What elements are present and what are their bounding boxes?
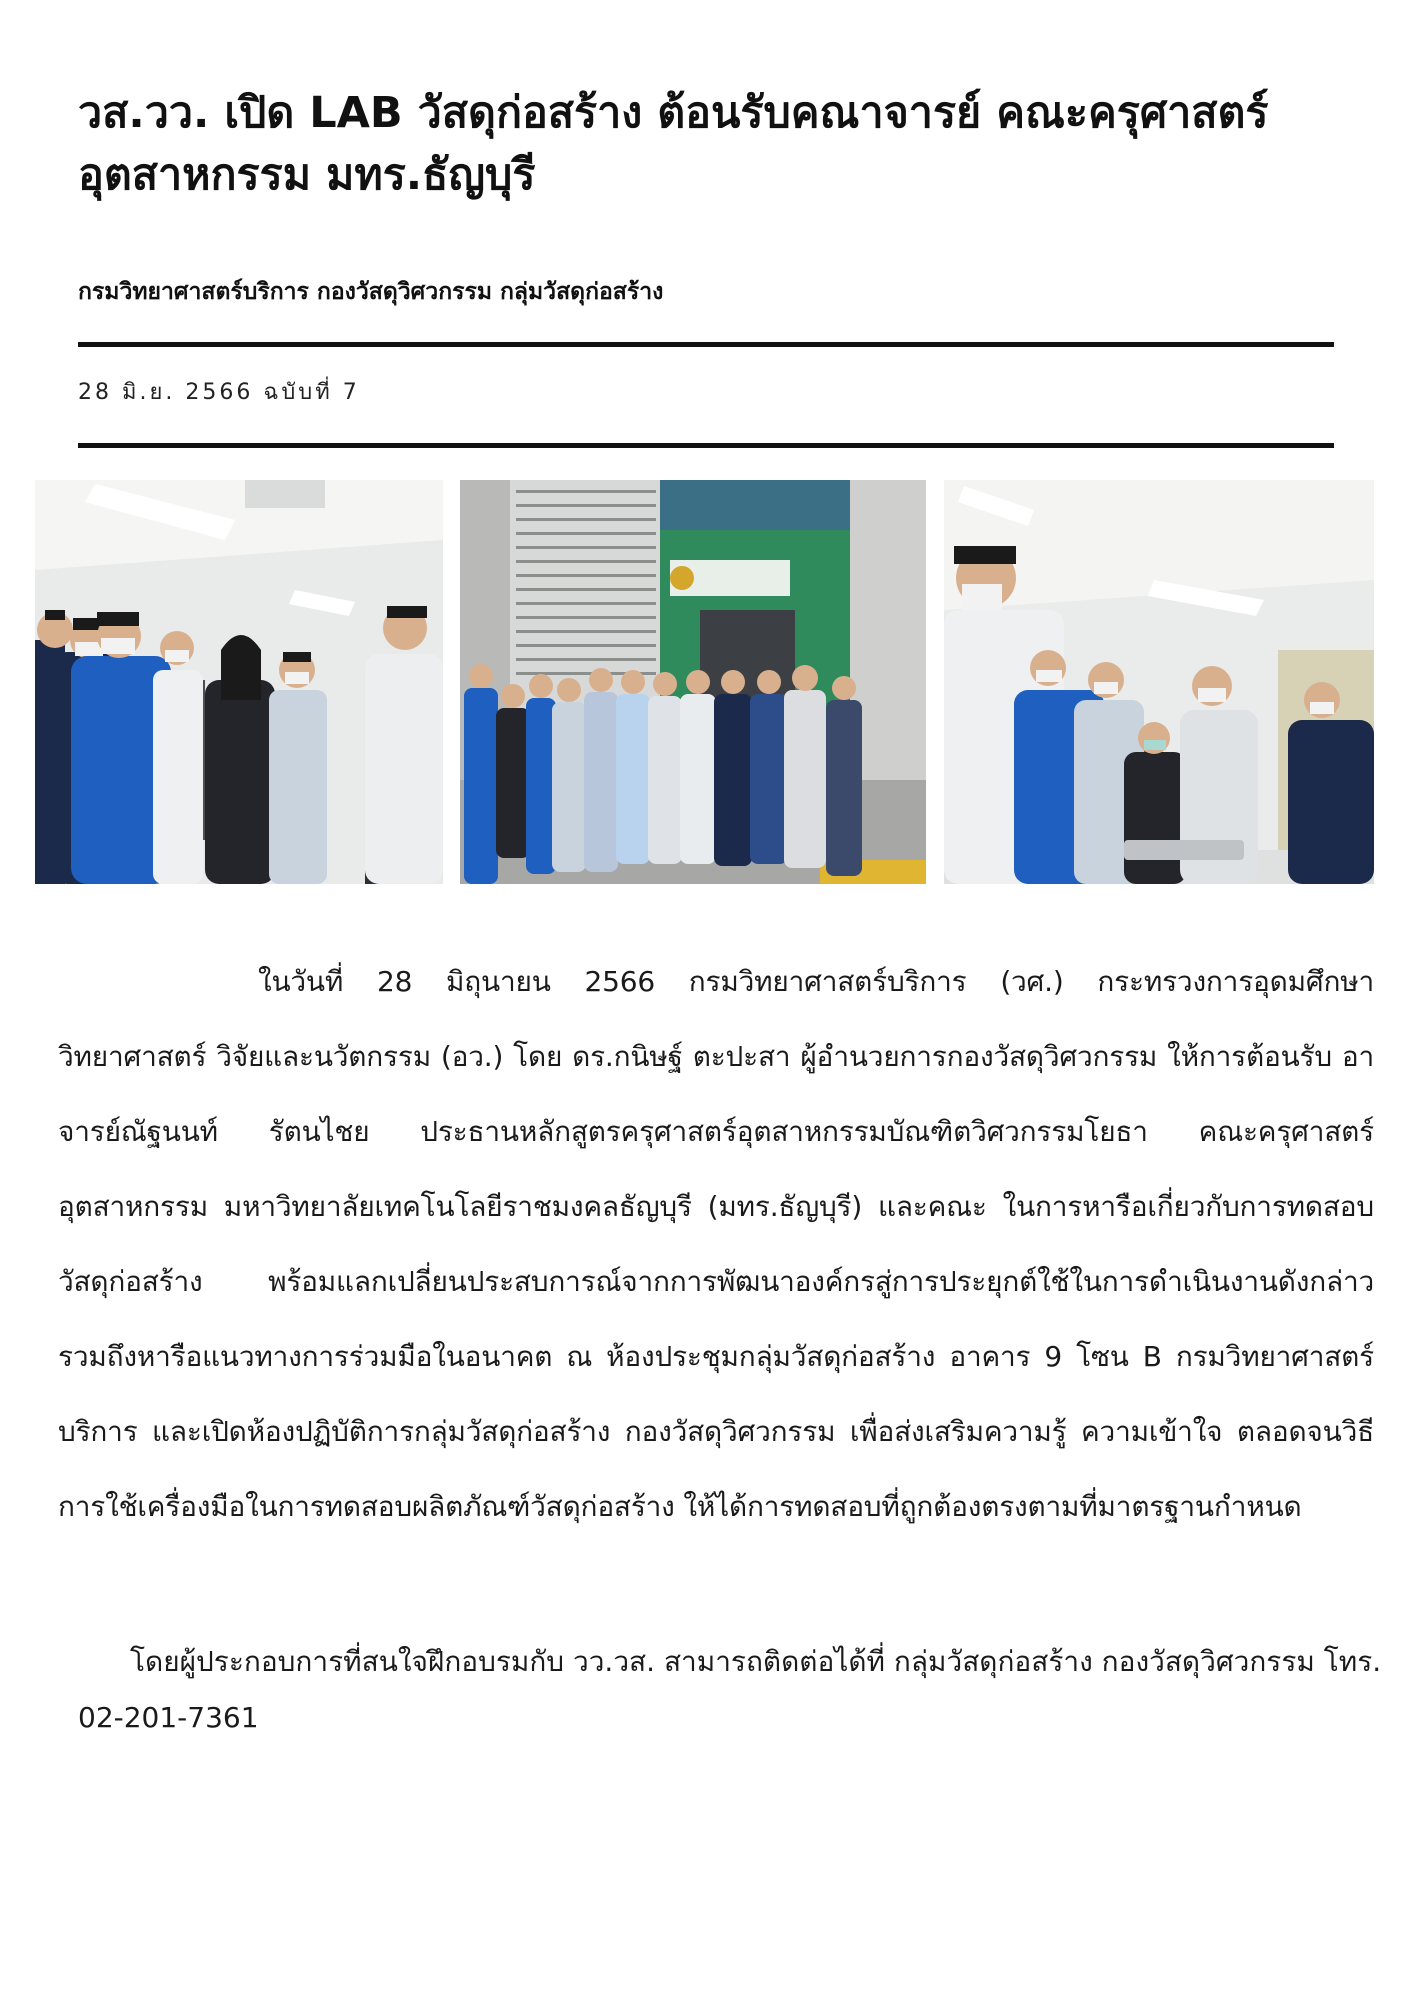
photo-building-group [460,480,926,884]
photo-building-group-illustration [460,480,926,884]
date-issue: 28 มิ.ย. 2566 ฉบับที่ 7 [78,380,360,405]
photo-lab-demo-illustration [944,480,1374,884]
article-title [78,82,1358,206]
photo-lab-demo [944,480,1374,884]
photo-lab-group [35,480,443,884]
top-divider [78,342,1334,347]
title-line-1: วส.วว. เปิด LAB วัสดุก่อสร้าง ต้อนรับคณาจารย์ คณะครุศาสตร์ [78,88,1269,138]
title-line-2: อุตสาหกรรม มทร.ธัญบุรี [78,150,536,200]
photo-lab-group-illustration [35,480,443,884]
article-body: ในวันที่ 28 มิถุนายน 2566 กรมวิทยาศาสตร์บริการ (วศ.) กระทรวงการอุดมศึกษา วิทยาศาสตร์ วิจัยและนวัตกรรม (อว.) โดย ดร.กนิษฐ์ ตะปะสา ผู้อำนวยการกองวัสดุวิศวกรรม ให้การต้อนรับ อาจารย์ณัฐนนท์ รัตนไชย ประธานหลักสูตรครุศาสตร์อุตสาหกรรมบัณฑิตวิศวกรรมโยธา คณะครุศาสตร์อุตสาหกรรม มหาวิทยาลัยเทคโนโลยีราชมงคลธัญบุรี (มทร.ธัญบุรี) และคณะ ในการหารือเกี่ยวกับการทดสอบวัสดุก่อสร้าง พร้อมแลกเปลี่ยนประสบการณ์จากการพัฒนาองค์กรสู่การประยุกต์ใช้ในการดำเนินงานดังกล่าว รวมถึงหารือแนวทางการร่วมมือในอนาคต ณ ห้องประชุมกลุ่มวัสดุก่อสร้าง อาคาร 9 โซน B กรมวิทยาศาสตร์บริการ และเปิดห้องปฏิบัติการกลุ่มวัสดุก่อสร้าง กองวัสดุวิศวกรรม เพื่อส่งเสริมความรู้ ความเข้าใจ ตลอดจนวิธีการใช้เครื่องมือในการทดสอบผลิตภัณฑ์วัสดุก่อสร้าง ให้ได้การทดสอบที่ถูกต้องตรงตามที่มาตรฐานกำหนด [58,965,1374,1523]
organization-line: กรมวิทยาศาสตร์บริการ กองวัสดุวิศวกรรม กลุ่มวัสดุก่อสร้าง [78,279,664,305]
contact-paragraph: โดยผู้ประกอบการที่สนใจฝึกอบรมกับ วว.วส. สามารถติดต่อได้ที่ กลุ่มวัสดุก่อสร้าง กองวัสดุวิศวกรรม โทร. 02-201-7361 [78,1645,1382,1734]
bottom-divider [78,443,1334,448]
